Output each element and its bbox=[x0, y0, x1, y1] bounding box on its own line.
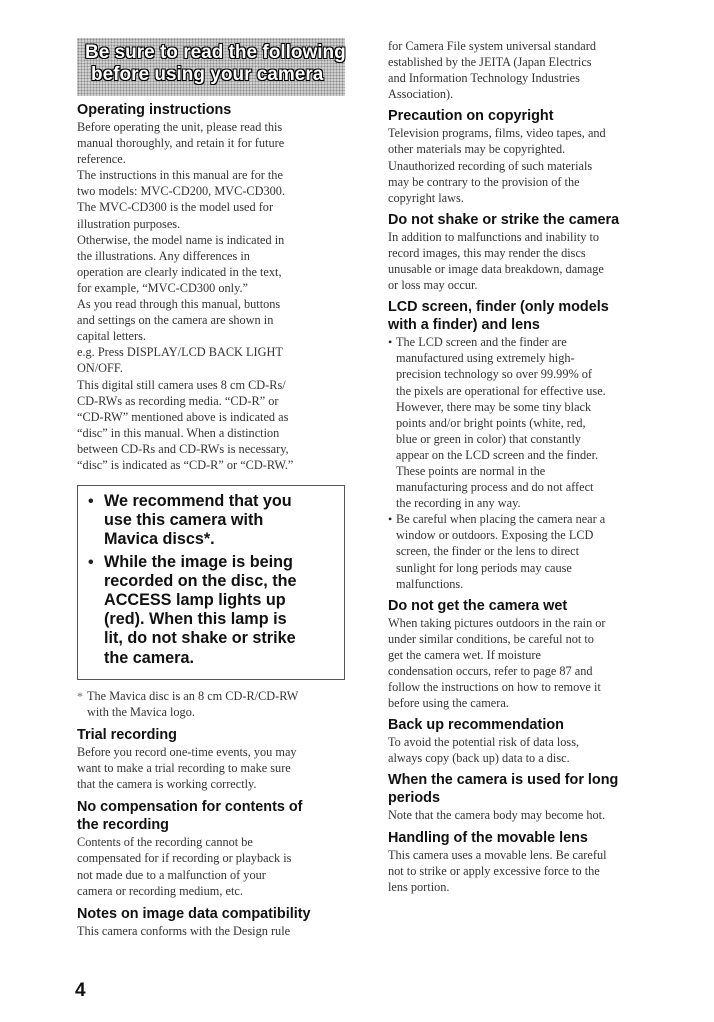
text-line: reference. bbox=[77, 152, 126, 167]
lcd-section bbox=[388, 298, 666, 592]
text-line: manufacturing process and do not affect bbox=[396, 480, 594, 495]
text-line: operation are clearly indicated in the text, bbox=[77, 264, 282, 279]
operating-heading: Operating instructions bbox=[77, 102, 232, 118]
text-line: Contents of the recording cannot be bbox=[77, 835, 253, 850]
text-line: Before you record one-time events, you may bbox=[77, 745, 297, 760]
lens-section bbox=[388, 829, 666, 895]
text-line: with the Mavica logo. bbox=[87, 704, 195, 719]
trial-section bbox=[77, 726, 347, 792]
text-line: This camera uses a movable lens. Be careful bbox=[388, 847, 607, 862]
text-line: other materials may be copyrighted. bbox=[388, 142, 566, 157]
text-line: However, there may be some tiny black bbox=[396, 399, 592, 414]
text-line: capital letters. bbox=[77, 329, 146, 344]
backup-heading: Back up recommendation bbox=[388, 717, 564, 734]
warning-text bbox=[104, 492, 292, 550]
text-line: This camera conforms with the Design rule bbox=[77, 923, 291, 938]
wet-section bbox=[388, 597, 666, 712]
text-line: manual thoroughly, and retain it for future bbox=[77, 136, 285, 151]
bullet-text bbox=[396, 511, 605, 591]
text-line: This digital still camera uses 8 cm CD-Rs/ bbox=[77, 377, 286, 392]
notes-body bbox=[77, 923, 347, 939]
text-line: ON/OFF. bbox=[77, 361, 123, 376]
text-line: malfunctions. bbox=[396, 576, 464, 591]
text-line: The instructions in this manual are for the bbox=[77, 168, 283, 183]
text-line: for example, “MVC-CD300 only.” bbox=[77, 280, 248, 295]
text-line: When taking pictures outdoors in the rain or bbox=[388, 615, 606, 630]
footnote-mark: * bbox=[77, 688, 83, 703]
left-column bbox=[77, 32, 347, 939]
bullet: • bbox=[88, 553, 94, 571]
wet-body bbox=[388, 615, 666, 712]
text-line: two models: MVC-CD200, MVC-CD300. bbox=[77, 184, 286, 199]
text-line: before using the camera. bbox=[388, 696, 509, 711]
text-line: While the image is being bbox=[104, 552, 293, 571]
text-line: Mavica discs*. bbox=[104, 530, 215, 549]
text-line: lit, do not shake or strike bbox=[104, 629, 296, 648]
text-line: between CD-Rs and CD-RWs is necessary, bbox=[77, 441, 289, 456]
text-line: e.g. Press DISPLAY/LCD BACK LIGHT bbox=[77, 345, 283, 360]
backup-body bbox=[388, 734, 666, 766]
banner-line-1: Be sure to read the following bbox=[85, 42, 346, 63]
text-line: want to make a trial recording to make sure bbox=[77, 761, 291, 776]
text-line: the camera. bbox=[104, 648, 194, 667]
text-line: the pixels are operational for effective use. bbox=[396, 383, 606, 398]
text-line: Before operating the unit, please read this bbox=[77, 120, 283, 134]
text-line: In addition to malfunctions and inability to bbox=[388, 229, 600, 244]
wet-heading: Do not get the camera wet bbox=[388, 597, 568, 614]
text-line: As you read through this manual, buttons bbox=[77, 297, 281, 312]
footnote bbox=[77, 688, 347, 720]
text-line: “disc” is indicated as “CD-R” or “CD-RW.” bbox=[77, 457, 294, 472]
bullet-item bbox=[388, 511, 666, 591]
copyright-section bbox=[388, 107, 666, 205]
text-line: Otherwise, the model name is indicated in bbox=[77, 232, 285, 247]
bullet-text bbox=[396, 334, 606, 511]
text-line: points and/or bright points (white, red, bbox=[396, 415, 586, 430]
text-line: Association). bbox=[388, 87, 454, 102]
text-line: and settings on the camera are shown in bbox=[77, 313, 274, 328]
notes-heading: Notes on image data compatibility bbox=[77, 905, 311, 922]
text-line: precision technology so over 99.99% of bbox=[396, 367, 593, 382]
text-line: recorded on the disc, the bbox=[104, 571, 297, 590]
heading-line: with a finder) and lens bbox=[388, 317, 540, 334]
long-use-body bbox=[388, 807, 666, 823]
warning-box bbox=[77, 485, 345, 680]
bullet: • bbox=[388, 512, 393, 527]
nocomp-heading bbox=[77, 798, 347, 834]
text-line: The MVC-CD300 is the model used for bbox=[77, 200, 274, 215]
text-line: Be careful when placing the camera near a bbox=[396, 512, 606, 527]
text-line: not made due to a malfunction of your bbox=[77, 867, 266, 882]
text-line: We recommend that you bbox=[104, 492, 292, 511]
copyright-body bbox=[388, 125, 666, 205]
text-line: manufactured using extremely high- bbox=[396, 351, 575, 366]
text-line: and Information Technology Industries bbox=[388, 71, 580, 86]
text-line: To avoid the potential risk of data loss, bbox=[388, 735, 580, 750]
lens-body bbox=[388, 847, 666, 895]
text-line: camera or recording medium, etc. bbox=[77, 883, 243, 898]
trial-body bbox=[77, 744, 347, 792]
section-banner bbox=[77, 38, 345, 96]
text-line: unusable or image data breakdown, damage bbox=[388, 262, 604, 277]
text-line: blue or green in color) that constantly bbox=[396, 431, 582, 446]
shake-body bbox=[388, 229, 666, 293]
text-line: use this camera with bbox=[104, 511, 264, 530]
copyright-heading: Precaution on copyright bbox=[388, 108, 554, 125]
shake-section bbox=[388, 211, 666, 293]
text-line: (red). When this lamp is bbox=[104, 610, 287, 629]
text-line: the recording in any way. bbox=[396, 496, 521, 511]
text-line: compensated for if recording or playback is bbox=[77, 851, 292, 866]
page-number: 4 bbox=[75, 980, 86, 1001]
text-line: under similar conditions, be careful not to bbox=[388, 631, 594, 646]
text-line: The LCD screen and the finder are bbox=[396, 335, 567, 350]
heading-line: When the camera is used for long bbox=[388, 772, 619, 789]
text-line: “CD-RW” mentioned above is indicated as bbox=[77, 409, 289, 424]
operating-body bbox=[77, 119, 347, 473]
lens-heading: Handling of the movable lens bbox=[388, 829, 588, 846]
shake-heading: Do not shake or strike the camera bbox=[388, 211, 620, 228]
bullet-item bbox=[388, 334, 666, 511]
backup-section bbox=[388, 716, 666, 766]
bullet: • bbox=[388, 335, 393, 350]
heading-line: the recording bbox=[77, 817, 169, 834]
text-line: The Mavica disc is an 8 cm CD-R/CD-RW bbox=[87, 688, 299, 703]
text-line: or loss may occur. bbox=[388, 278, 478, 293]
right-column bbox=[388, 32, 666, 895]
lcd-heading bbox=[388, 298, 666, 334]
long-use-section bbox=[388, 771, 666, 823]
text-line: may be contrary to the provision of the bbox=[388, 174, 580, 189]
warning-item bbox=[88, 553, 336, 668]
warning-text bbox=[104, 553, 297, 668]
heading-line: LCD screen, finder (only models bbox=[388, 299, 609, 316]
text-line: always copy (back up) data to a disc. bbox=[388, 751, 570, 766]
text-line: not to strike or apply excessive force to the bbox=[388, 863, 600, 878]
text-line: Television programs, films, video tapes, and bbox=[388, 126, 606, 141]
text-line: Unauthorized recording of such materials bbox=[388, 158, 593, 173]
text-line: screen, the finder or the lens to direct bbox=[396, 544, 580, 559]
notes-section bbox=[77, 905, 347, 939]
text-line: get the camera wet. If moisture bbox=[388, 647, 541, 662]
text-line: “disc” in this manual. When a distinction bbox=[77, 425, 280, 440]
text-line: window or outdoors. Exposing the LCD bbox=[396, 528, 594, 543]
trial-heading: Trial recording bbox=[77, 727, 177, 744]
text-line: ACCESS lamp lights up bbox=[104, 591, 286, 610]
text-line: illustration purposes. bbox=[77, 216, 181, 231]
text-line: for Camera File system universal standard bbox=[388, 39, 596, 53]
text-line: appear on the LCD screen and the finder. bbox=[396, 447, 599, 462]
operating-section bbox=[77, 101, 347, 473]
bullet: • bbox=[88, 493, 94, 511]
nocomp-section bbox=[77, 798, 347, 898]
text-line: Note that the camera body may become hot. bbox=[388, 808, 606, 823]
text-line: CD-RWs as recording media. “CD-R” or bbox=[77, 393, 279, 408]
footnote-text bbox=[87, 688, 298, 720]
nocomp-body bbox=[77, 834, 347, 898]
text-line: follow the instructions on how to remove it bbox=[388, 680, 601, 695]
long-use-heading bbox=[388, 771, 666, 807]
heading-line: periods bbox=[388, 790, 440, 807]
text-line: that the camera is working correctly. bbox=[77, 777, 257, 792]
text-line: copyright laws. bbox=[388, 190, 464, 205]
warning-item bbox=[88, 492, 336, 550]
text-line: sunlight for long periods may cause bbox=[396, 560, 572, 575]
text-line: These points are normal in the bbox=[396, 463, 546, 478]
text-line: record images, this may render the discs bbox=[388, 245, 586, 260]
banner-line-2: before using your camera bbox=[91, 64, 324, 85]
text-line: lens portion. bbox=[388, 879, 450, 894]
heading-line: No compensation for contents of bbox=[77, 799, 303, 816]
continued-text bbox=[388, 38, 666, 102]
text-line: condensation occurs, refer to page 87 and bbox=[388, 664, 593, 678]
text-line: established by the JEITA (Japan Electrics bbox=[388, 55, 592, 70]
text-line: the illustrations. Any differences in bbox=[77, 248, 250, 263]
